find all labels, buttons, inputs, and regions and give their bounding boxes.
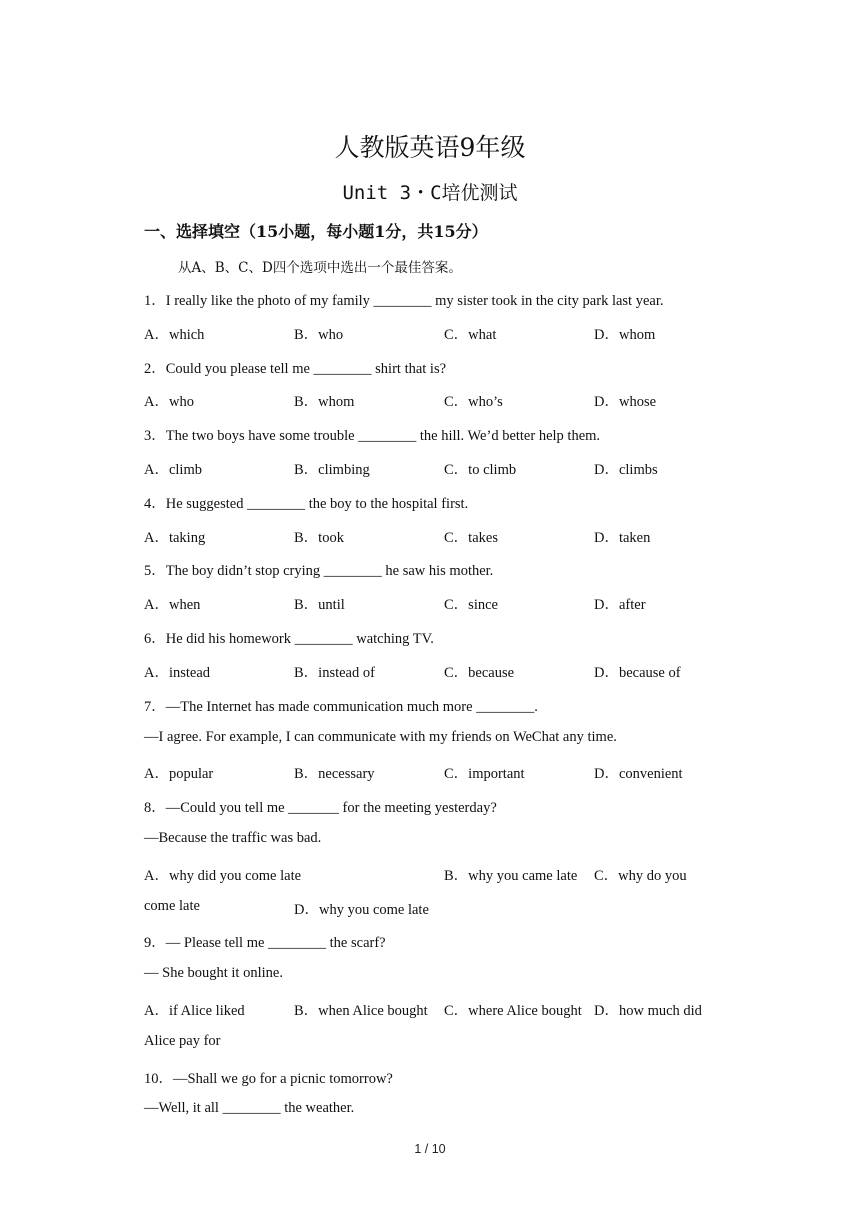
question-9-reply: — She bought it online.: [144, 965, 283, 981]
question-2-stem: 2．Could you please tell me ________ shirt that is?: [144, 361, 447, 377]
option-c: C．who’s: [444, 394, 503, 410]
option-d: D．convenient: [594, 766, 683, 782]
option-a: A．why did you come late: [144, 868, 302, 884]
option-d: D．climbs: [594, 462, 658, 478]
option-d: D．after: [594, 597, 646, 613]
option-c: C．takes: [444, 530, 498, 546]
question-2-options: [144, 390, 724, 410]
option-d: D．why you come late: [294, 902, 429, 918]
option-b: B．until: [294, 597, 345, 613]
option-a: A．popular: [144, 766, 214, 782]
question-3-options: [144, 458, 724, 478]
option-b: B．who: [294, 327, 344, 343]
option-b: B．necessary: [294, 766, 375, 782]
option-b: B．when Alice bought: [294, 1003, 428, 1019]
question-6-stem: 6．He did his homework ________ watching TV.: [144, 631, 434, 647]
option-d: D．how much did: [594, 1003, 702, 1019]
page-number: 1 / 10: [414, 1142, 446, 1156]
option-b: B．took: [294, 530, 344, 546]
option-b: B．instead of: [294, 665, 375, 681]
option-c: C．because: [444, 665, 515, 681]
option-b: B．climbing: [294, 462, 370, 478]
option-b: B．whom: [294, 394, 355, 410]
question-6-options: [144, 661, 724, 681]
question-7-options: [144, 762, 724, 782]
question-5-stem: 5．The boy didn’t stop crying ________ he saw his mother.: [144, 563, 494, 579]
option-a: A．when: [144, 597, 201, 613]
option-d: D．whom: [594, 327, 656, 343]
question-8-stem: 8．—Could you tell me _______ for the meeting yesterday?: [144, 800, 497, 816]
question-10-stem: 10．—Shall we go for a picnic tomorrow?: [144, 1071, 393, 1087]
option-d-continued: Alice pay for: [144, 1033, 221, 1049]
page-title: 人教版英语9年级: [334, 133, 526, 162]
option-c: C．to climb: [444, 462, 517, 478]
option-d: D．whose: [594, 394, 657, 410]
option-c: C．since: [444, 597, 498, 613]
question-4-options: [144, 526, 724, 546]
option-d: D．taken: [594, 530, 651, 546]
option-a: A．which: [144, 327, 205, 343]
option-b: B．why you came late: [444, 868, 578, 884]
option-c-continued: come late: [144, 898, 200, 914]
question-7-stem: 7．—The Internet has made communication much more ________.: [144, 699, 538, 715]
question-8-options: [144, 864, 724, 884]
question-10-reply: —Well, it all ________ the weather.: [144, 1100, 355, 1116]
section-heading: 一、选择填空（15小题，每小题1分，共15分）: [144, 222, 488, 241]
question-3-stem: 3．The two boys have some trouble ________ the hill. We’d better help them.: [144, 428, 601, 444]
option-c: C．where Alice bought: [444, 1003, 582, 1019]
question-1-stem: 1．I really like the photo of my family ________ my sister took in the city park last year.: [144, 293, 664, 309]
question-9-options: [144, 999, 724, 1019]
question-8-reply: —Because the traffic was bad.: [144, 830, 322, 846]
question-5-options: [144, 593, 724, 613]
option-a: A．instead: [144, 665, 211, 681]
option-a: A．climb: [144, 462, 202, 478]
option-c: C．why do you: [594, 868, 687, 884]
question-4-stem: 4．He suggested ________ the boy to the hospital first.: [144, 496, 469, 512]
question-1-options: [144, 323, 724, 343]
instruction-text: 从A、B、C、D四个选项中选出一个最佳答案。: [178, 260, 462, 276]
question-9-stem: 9．— Please tell me ________ the scarf?: [144, 935, 386, 951]
question-9-options-continued: [144, 1033, 724, 1053]
option-c: C．what: [444, 327, 497, 343]
option-c: C．important: [444, 766, 525, 782]
question-8-options-continued: [144, 898, 724, 918]
page-subtitle: Unit 3・C培优测试: [342, 182, 518, 204]
option-a: A．who: [144, 394, 194, 410]
option-a: A．taking: [144, 530, 206, 546]
question-7-reply: —I agree. For example, I can communicate with my friends on WeChat any time.: [144, 729, 617, 745]
option-d: D．because of: [594, 665, 681, 681]
option-a: A．if Alice liked: [144, 1003, 245, 1019]
